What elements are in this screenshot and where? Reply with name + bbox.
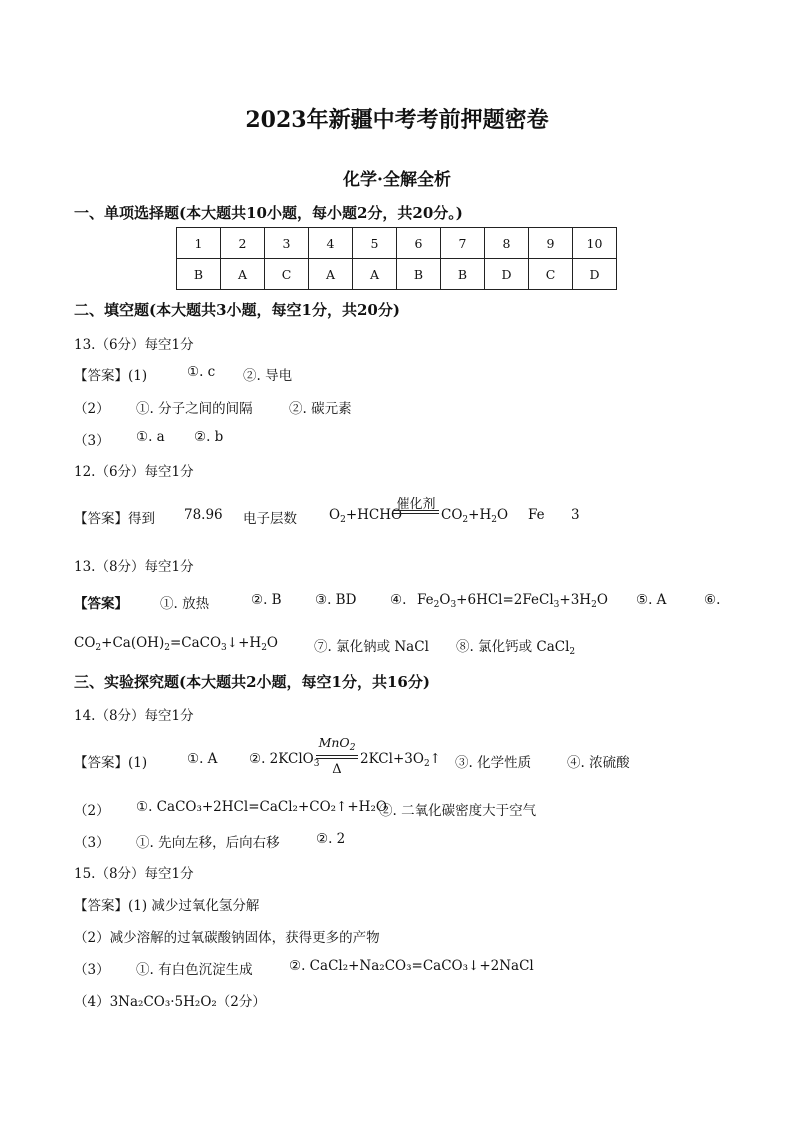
answer-table-answers-row — [177, 259, 617, 290]
chemical-equation: $2KCl+3O_2↑$ — [360, 751, 441, 769]
answer-item: ⑥. — [704, 592, 721, 608]
answer-item: ②. 2KClO$_3$ — [249, 751, 320, 769]
answer-label: （3） — [74, 433, 110, 449]
answer-item: ①. c — [187, 364, 216, 380]
answer-item-text: ②. 2KClO — [249, 751, 314, 767]
question-number: 2 — [221, 228, 265, 259]
catalyst-label: MnO$_2$ — [318, 735, 356, 753]
answer-table-numbers-row — [177, 228, 617, 259]
answer-label: 【答案】得到 — [74, 511, 155, 527]
answer-item: 3 — [571, 507, 580, 523]
question-number: 1 — [177, 228, 221, 259]
question-header: 13.（6分）每空1分 — [74, 337, 194, 353]
answer-item: ②. 二氧化碳密度大于空气 — [379, 803, 537, 819]
answer-line: （4）3Na₂CO₃·5H₂O₂（2分） — [74, 994, 266, 1010]
answer-item: ③. 化学性质 — [455, 755, 532, 771]
answer-item: ①. 有白色沉淀生成 — [136, 962, 253, 978]
answer-item: ①. 放热 — [160, 596, 210, 612]
answer-label: （2） — [74, 803, 110, 819]
question-header: 12.（6分）每空1分 — [74, 464, 194, 480]
question-header: 14.（8分）每空1分 — [74, 708, 194, 724]
answer-item: ①. A — [187, 751, 218, 767]
answer-item: ②. 导电 — [243, 368, 293, 384]
answer-cell: B — [397, 259, 441, 290]
answer-item: ⑦. 氯化钠或 NaCl — [314, 639, 429, 655]
answer-label: （3） — [74, 835, 110, 851]
answer-label: 【答案】 — [74, 596, 128, 612]
question-number: 8 — [485, 228, 529, 259]
answer-item: ①. 先向左移，后向右移 — [136, 835, 280, 851]
answer-item: ②. 2 — [316, 831, 346, 847]
question-number: 5 — [353, 228, 397, 259]
answer-cell: B — [177, 259, 221, 290]
question-number: 4 — [309, 228, 353, 259]
answer-label: （2） — [74, 401, 110, 417]
answer-cell: A — [221, 259, 265, 290]
section3-heading: 三、实验探究题(本大题共2小题，每空1分，共16分) — [74, 673, 430, 691]
answer-item: ④. 浓硫酸 — [567, 755, 630, 771]
question-number: 7 — [441, 228, 485, 259]
answer-item: 电子层数 — [243, 511, 297, 527]
question-number: 10 — [573, 228, 617, 259]
answer-line: （2）减少溶解的过氧碳酸钠固体，获得更多的产物 — [74, 930, 380, 946]
answer-label: 【答案】(1) — [74, 368, 148, 384]
catalyst-label: 催化剂 — [396, 497, 436, 512]
document-subtitle: 化学·全解全析 — [343, 170, 451, 190]
answer-item: ①. CaCO₃+2HCl=CaCl₂+CO₂↑+H₂O — [136, 799, 387, 815]
answer-table — [176, 227, 617, 290]
answer-item: ②. 碳元素 — [289, 401, 352, 417]
answer-label: （3） — [74, 962, 110, 978]
heat-symbol: Δ — [332, 762, 342, 777]
answer-item: ②. B — [251, 592, 282, 608]
question-number: 6 — [397, 228, 441, 259]
answer-label: 【答案】(1) — [74, 755, 148, 771]
chemical-equation: $CO_2+Ca(OH)_2=CaCO_3↓+H_2O$ — [74, 635, 278, 653]
reaction-arrow — [316, 755, 358, 759]
answer-line: 【答案】(1) 减少过氧化氢分解 — [74, 898, 260, 914]
answer-item: ②. CaCl₂+Na₂CO₃=CaCO₃↓+2NaCl — [289, 958, 534, 974]
answer-cell: B — [441, 259, 485, 290]
answer-item: ⑧. 氯化钙或 CaCl$_2$ — [456, 639, 576, 657]
document-title: 2023年新疆中考考前押题密卷 — [245, 107, 549, 133]
section1-heading: 一、单项选择题(本大题共10小题，每小题2分，共20分。) — [74, 204, 463, 222]
answer-cell: A — [309, 259, 353, 290]
answer-item: ①. 分子之间的间隔 — [136, 401, 253, 417]
answer-item: 78.96 — [184, 507, 223, 523]
answer-cell: A — [353, 259, 397, 290]
answer-item: ④. — [390, 592, 407, 608]
catalyst-label-text: MnO — [318, 735, 350, 750]
chemical-equation: $Fe_2O_3+6HCl=2FeCl_3+3H_2O$ — [417, 592, 608, 610]
answer-item-text: ⑧. 氯化钙或 CaCl — [456, 639, 570, 655]
answer-cell: C — [265, 259, 309, 290]
question-header: 13.（8分）每空1分 — [74, 559, 194, 575]
answer-item: ⑤. A — [636, 592, 667, 608]
answer-item: Fe — [528, 507, 545, 523]
question-header: 15.（8分）每空1分 — [74, 866, 194, 882]
question-number: 3 — [265, 228, 309, 259]
answer-item: ①. a — [136, 429, 165, 445]
answer-cell: D — [573, 259, 617, 290]
answer-cell: D — [485, 259, 529, 290]
answer-item: ③. BD — [315, 592, 357, 608]
answer-item: ②. b — [194, 429, 224, 445]
reaction-arrow — [393, 510, 439, 514]
question-number: 9 — [529, 228, 573, 259]
section2-heading: 二、填空题(本大题共3小题，每空1分，共20分) — [74, 301, 400, 319]
chemical-equation: $O_2+HCHO$ — [329, 507, 403, 525]
answer-cell: C — [529, 259, 573, 290]
chemical-equation: $CO_2+H_2O$ — [441, 507, 509, 525]
